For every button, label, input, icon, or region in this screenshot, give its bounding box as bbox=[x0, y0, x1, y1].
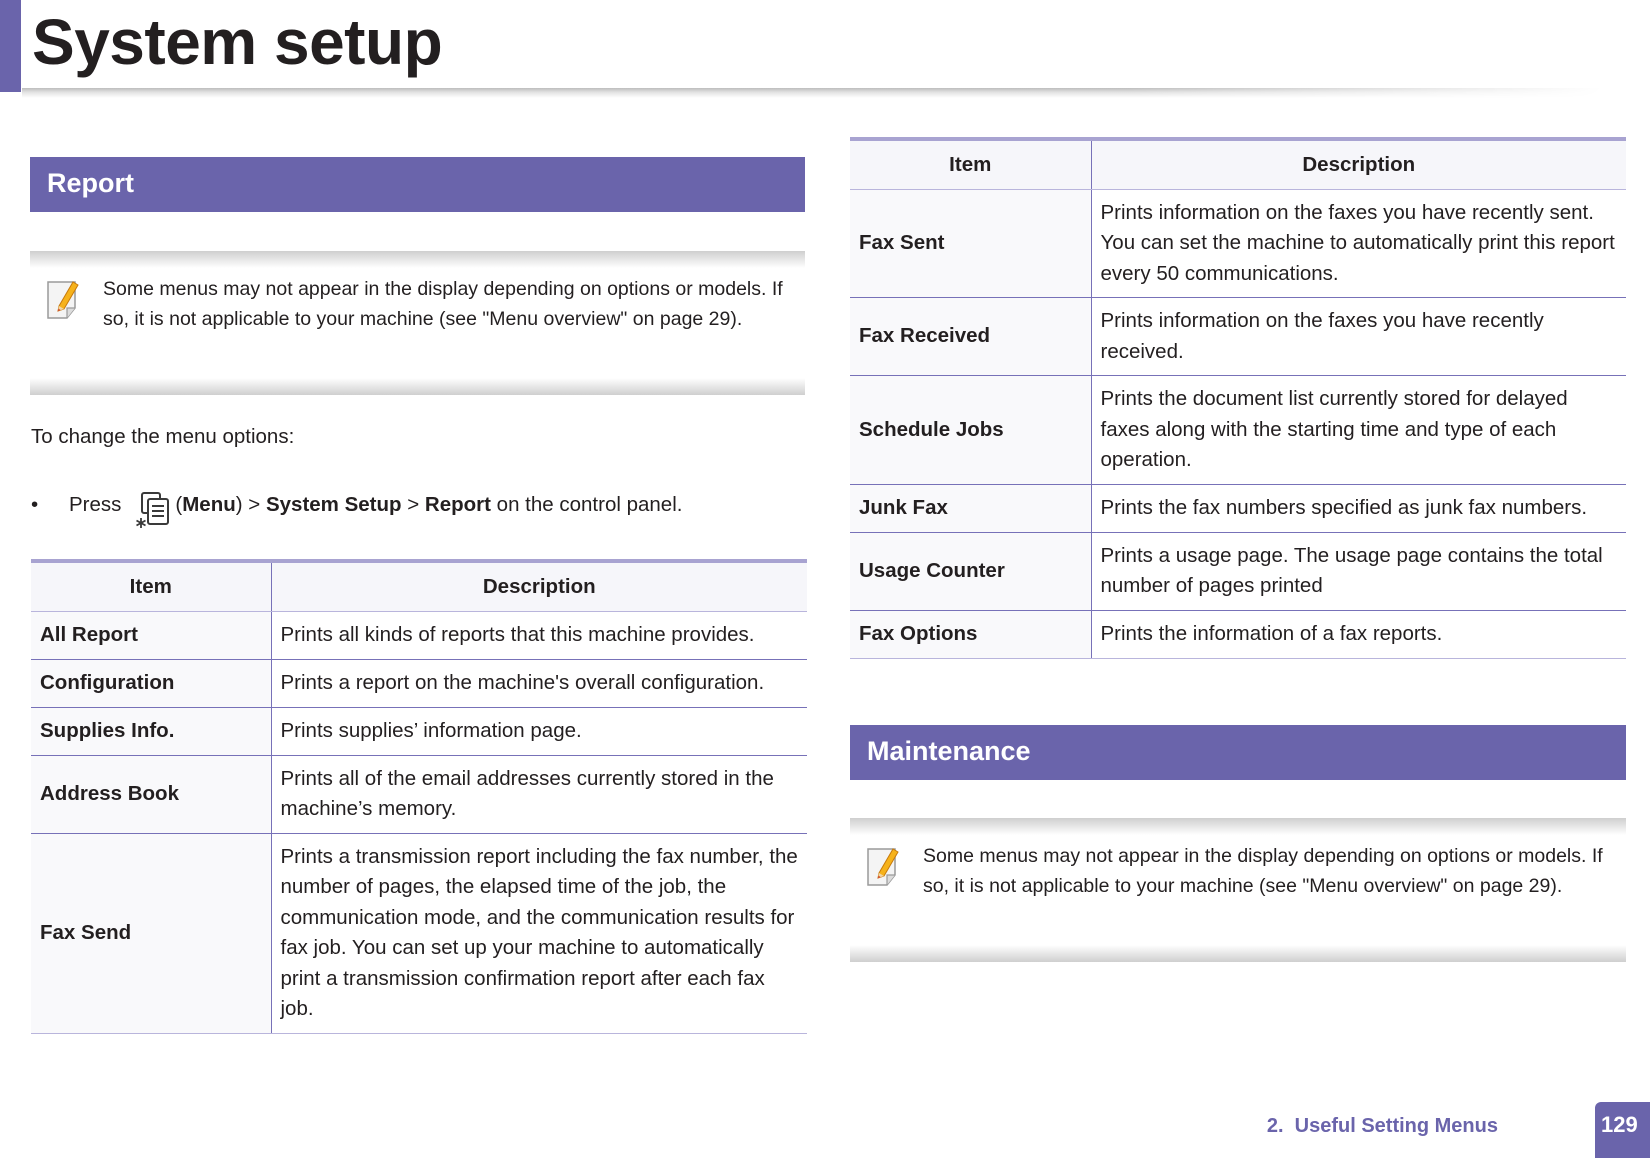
page-number: 129 bbox=[1595, 1102, 1650, 1158]
item-cell: Junk Fax bbox=[850, 484, 1091, 532]
separator: > bbox=[242, 493, 266, 516]
note-band-bottom bbox=[30, 378, 805, 395]
table-row bbox=[850, 484, 1626, 532]
report-items-table-continued bbox=[850, 137, 1626, 659]
report-items-table bbox=[31, 559, 807, 1034]
note-band-top bbox=[850, 818, 1626, 835]
note-pencil-icon bbox=[45, 278, 85, 322]
note-box-maintenance bbox=[850, 818, 1626, 962]
note-text: Some menus may not appear in the display depending on options or models. If so, it is not applicable to your machine (see "Menu overview" on page 29). bbox=[103, 278, 783, 330]
item-cell: Supplies Info. bbox=[31, 707, 271, 755]
description-cell: Prints the document list currently stored for delayed faxes along with the starting time and type of each operation. bbox=[1091, 376, 1626, 485]
note-band-bottom bbox=[850, 945, 1626, 962]
menu-icon bbox=[133, 490, 173, 530]
column-header-item: Item bbox=[850, 139, 1091, 189]
menu-label: Menu bbox=[182, 493, 236, 516]
item-cell: Fax Options bbox=[850, 610, 1091, 658]
step-tail: on the control panel. bbox=[490, 493, 683, 516]
description-cell: Prints the information of a fax reports. bbox=[1091, 610, 1626, 658]
press-label: Press bbox=[69, 493, 122, 516]
table-row bbox=[31, 833, 807, 1033]
table-row bbox=[31, 659, 807, 707]
item-cell: Schedule Jobs bbox=[850, 376, 1091, 485]
item-cell: All Report bbox=[31, 611, 271, 659]
note-band-top bbox=[30, 251, 805, 268]
bullet: • bbox=[31, 493, 39, 516]
system-setup-label: System Setup bbox=[265, 493, 402, 516]
separator: > bbox=[401, 493, 425, 516]
column-header-description: Description bbox=[271, 561, 807, 611]
item-cell: Fax Received bbox=[850, 298, 1091, 376]
description-cell: Prints a report on the machine's overall configuration. bbox=[271, 659, 807, 707]
column-header-description: Description bbox=[1091, 139, 1626, 189]
description-cell: Prints all kinds of reports that this machine provides. bbox=[271, 611, 807, 659]
item-cell: Fax Send bbox=[31, 833, 271, 1033]
description-cell: Prints information on the faxes you have recently received. bbox=[1091, 298, 1626, 376]
item-cell: Usage Counter bbox=[850, 532, 1091, 610]
table-row bbox=[850, 189, 1626, 298]
table-row bbox=[31, 611, 807, 659]
table-row bbox=[31, 707, 807, 755]
instruction-step bbox=[31, 480, 682, 530]
column-header-item: Item bbox=[31, 561, 271, 611]
item-cell: Fax Sent bbox=[850, 189, 1091, 298]
description-cell: Prints information on the faxes you have recently sent. You can set the machine to automatically print this report every 50 communications. bbox=[1091, 189, 1626, 298]
description-cell: Prints supplies’ information page. bbox=[271, 707, 807, 755]
description-cell: Prints the fax numbers specified as junk fax numbers. bbox=[1091, 484, 1626, 532]
table-row bbox=[31, 755, 807, 833]
section-heading-maintenance: Maintenance bbox=[850, 725, 1626, 780]
paren-open: ( bbox=[175, 493, 183, 516]
intro-text: To change the menu options: bbox=[31, 425, 295, 448]
note-text: Some menus may not appear in the display depending on options or models. If so, it is not applicable to your machine (see "Menu overview" on page 29). bbox=[923, 845, 1603, 897]
item-cell: Configuration bbox=[31, 659, 271, 707]
description-cell: Prints a usage page. The usage page contains the total number of pages printed bbox=[1091, 532, 1626, 610]
paren-close: ) bbox=[235, 493, 243, 516]
table-row bbox=[850, 298, 1626, 376]
table-header-row bbox=[31, 561, 807, 611]
note-box-report bbox=[30, 251, 805, 395]
table-row bbox=[850, 610, 1626, 658]
note-pencil-icon bbox=[865, 845, 905, 889]
description-cell: Prints a transmission report including the fax number, the number of pages, the elapsed time of the job, the communication mode, and the communication results for fax job. You can set up your machine to automatically print a transmission confirmation report after each fax job. bbox=[271, 833, 807, 1033]
page-title: System setup bbox=[32, 6, 443, 78]
item-cell: Address Book bbox=[31, 755, 271, 833]
title-accent-bar bbox=[0, 0, 21, 92]
table-header-row bbox=[850, 139, 1626, 189]
title-divider bbox=[22, 88, 1602, 98]
section-heading-report: Report bbox=[30, 157, 805, 212]
report-label: Report bbox=[424, 493, 491, 516]
table-row bbox=[850, 376, 1626, 485]
chapter-label: 2. Useful Setting Menus bbox=[1266, 1115, 1498, 1137]
table-row bbox=[850, 532, 1626, 610]
description-cell: Prints all of the email addresses currently stored in the machine’s memory. bbox=[271, 755, 807, 833]
